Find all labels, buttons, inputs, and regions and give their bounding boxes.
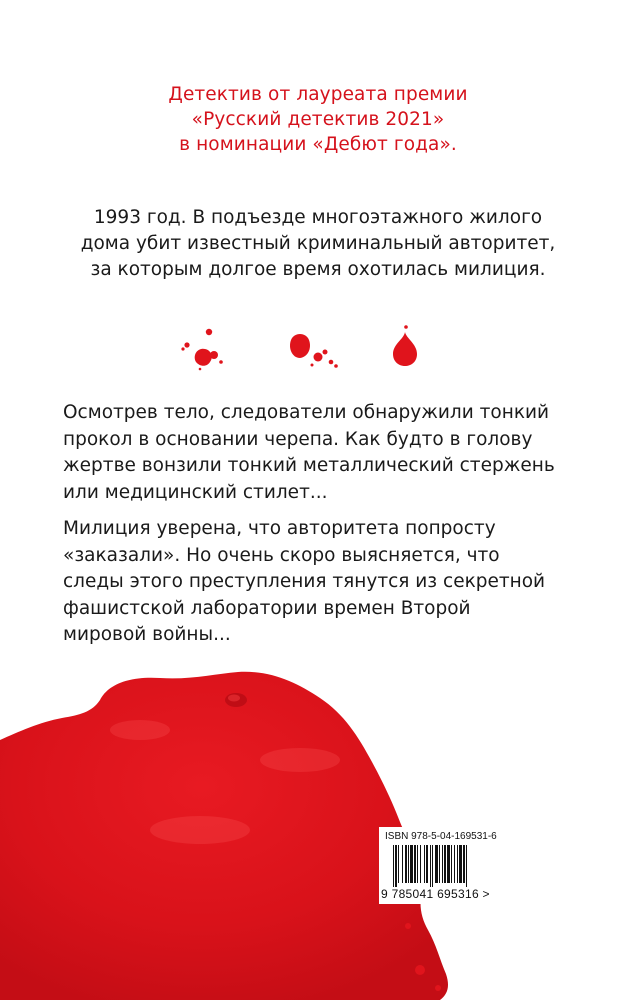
blood-splash-image [0, 670, 636, 1000]
paragraph-line: Милиция уверена, что авторитета попросту [63, 518, 496, 539]
paragraph-line: следы этого преступления тянутся из секретной [63, 571, 546, 592]
tagline-line: Детектив от лауреата премии [168, 84, 468, 105]
paragraph-line: «заказали». Но очень скоро выясняется, что [63, 544, 500, 566]
intro-line: дома убит известный криминальный авторитет, [80, 233, 556, 254]
blood-splatter-middle [290, 334, 338, 368]
paragraph-line: мировой войны... [63, 624, 231, 645]
blood-splatter-left [181, 329, 222, 371]
intro-line: 1993 год. В подъезде многоэтажного жилого [93, 207, 543, 228]
tagline-line: «Русский детектив 2021» [191, 109, 445, 130]
isbn-label: ISBN 978-5-04-169531-6 [385, 831, 497, 842]
paragraph-2 [63, 516, 623, 649]
barcode-digits: 9 785041 695316 > [381, 887, 490, 901]
blood-drop-right [393, 325, 417, 366]
paragraph-1 [63, 400, 623, 506]
paragraph-line: жертве вонзили тонкий металлический стержень [63, 455, 555, 476]
barcode [379, 827, 525, 904]
barcode-bars [379, 845, 525, 887]
paragraph-line: фашистской лаборатории времен Второй [63, 597, 471, 619]
tagline-line: в номинации «Дебют года». [179, 134, 457, 155]
paragraph-line: Осмотрев тело, следователи обнаружили тонкий [63, 402, 550, 423]
intro-line: за которым долгое время охотилась милиция. [90, 259, 546, 280]
tagline [0, 82, 636, 157]
paragraph-line: или медицинский стилет... [63, 481, 328, 503]
paragraph-line: прокол в основании черепа. Как будто в голову [63, 428, 533, 450]
blood-drops-decoration [0, 318, 636, 378]
intro-text [0, 205, 636, 283]
